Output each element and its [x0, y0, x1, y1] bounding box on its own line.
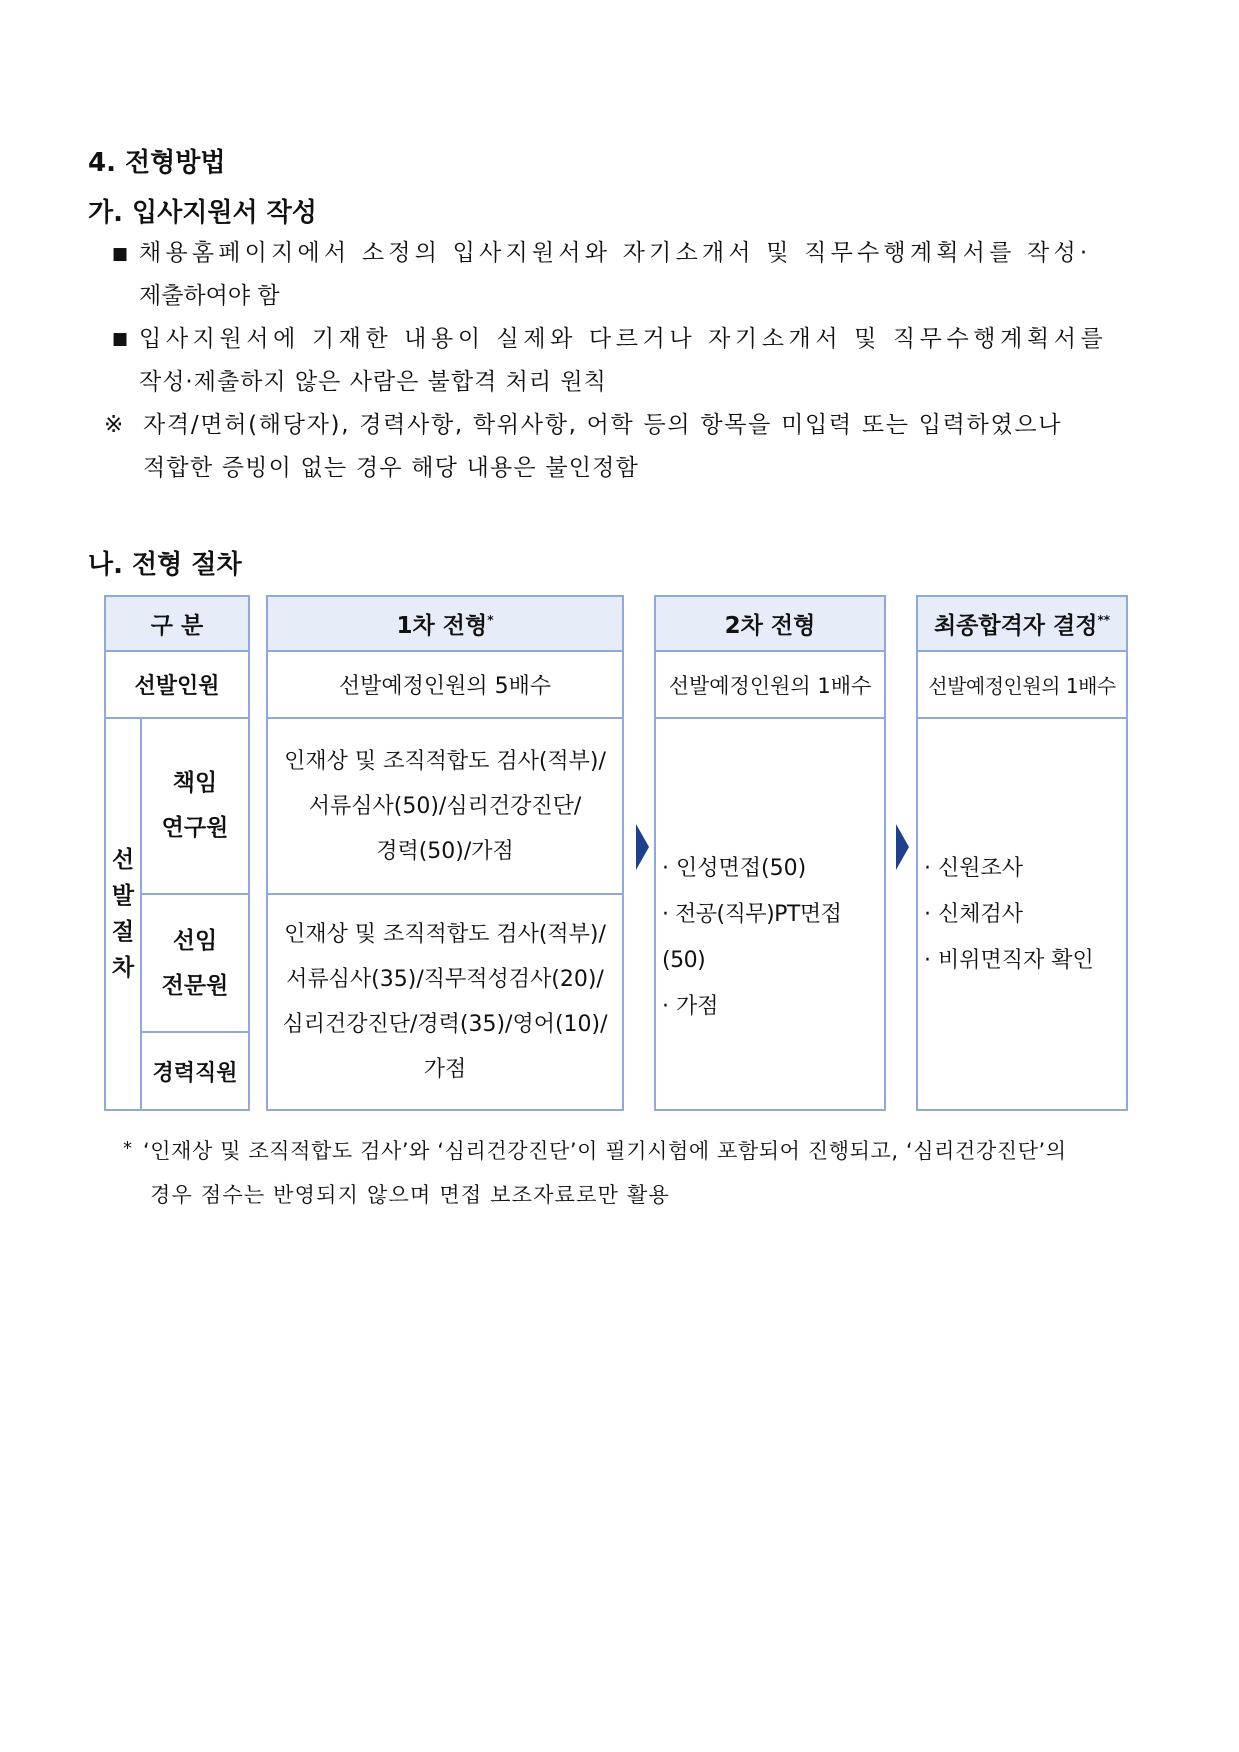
procedure-char: 차 — [111, 955, 135, 981]
stage2-items — [662, 846, 884, 1030]
role-text: 책임 — [172, 770, 218, 796]
part-a-title: 가. 입사지원서 작성 — [88, 198, 317, 228]
footnote-line1: ‘인재상 및 조직적합도 검사’와 ‘심리건강진단’이 필기시험에 포함되어 진행되고, ‘심리건강진단’의 — [143, 1139, 1067, 1163]
bullet1-line2: 제출하여야 함 — [139, 283, 280, 309]
stage1-column — [266, 595, 624, 1111]
stage2-item: · 가점 — [662, 994, 719, 1019]
final-item: · 비위면직자 확인 — [924, 948, 1094, 973]
role-senior-researcher — [142, 719, 248, 893]
role-text: 선임 — [172, 928, 218, 954]
note-line1: 자격/면허(해당자), 경력사항, 학위사항, 어학 등의 항목을 미입력 또는 입력하였으나 — [143, 412, 1063, 438]
bullet1-line1 — [139, 232, 1139, 275]
role-experienced-staff: 경력직원 — [152, 1060, 238, 1086]
stage1-header — [268, 597, 622, 652]
criteria-line: 서류심사(35)/직무적성검사(20)/ — [286, 967, 604, 992]
criteria-line: 가점 — [423, 1057, 467, 1082]
procedure-char: 선 — [111, 847, 135, 873]
final-item: · 신체검사 — [924, 902, 1023, 927]
procedure-char: 발 — [111, 883, 135, 909]
bullet-square-icon: ■ — [112, 329, 129, 349]
footnote-line2: 경우 점수는 반영되지 않으며 면접 보조자료로만 활용 — [150, 1183, 670, 1207]
stage2-column — [654, 595, 886, 1111]
footnote-mark: * — [123, 1138, 132, 1159]
stage2-selection: 선발예정인원의 1배수 — [668, 673, 872, 698]
criteria-line: 인재상 및 조직적합도 검사(적부)/ — [284, 748, 606, 774]
stage2-item: · 인성면접(50) — [662, 856, 807, 881]
stage1-other-criteria — [268, 895, 622, 1109]
criteria-line: 인재상 및 조직적합도 검사(적부)/ — [284, 922, 606, 947]
stage1-selection: 선발예정인원의 5배수 — [338, 674, 552, 699]
stage2-item: · 전공(직무)PT면접(50) — [662, 902, 842, 973]
final-column — [916, 595, 1128, 1111]
arrow-right-icon — [636, 824, 649, 870]
category-header: 구 분 — [106, 597, 248, 652]
stage1-senior-criteria — [268, 719, 622, 893]
note-mark-icon: ※ — [104, 412, 124, 438]
bullet2-line1: 입사지원서에 기재한 내용이 실제와 다르거나 자기소개서 및 직무수행계획서를 — [139, 326, 1108, 352]
category-column — [104, 595, 250, 1111]
stage1-title: 1차 전형 — [396, 613, 488, 639]
final-footnote-mark: ** — [1097, 612, 1111, 627]
role-senior-specialist — [142, 895, 248, 1033]
stage2-header: 2차 전형 — [656, 597, 884, 652]
bullet2-line2: 작성·제출하지 않은 사람은 불합격 처리 원칙 — [139, 369, 607, 395]
criteria-line: 서류심사(50)/심리건강진단/ — [308, 793, 582, 819]
criteria-line: 심리건강진단/경력(35)/영어(10)/ — [282, 1012, 608, 1037]
final-item: · 신원조사 — [924, 856, 1023, 881]
selection-label: 선발인원 — [134, 674, 220, 699]
arrow-right-icon — [896, 824, 909, 870]
role-text: 연구원 — [161, 815, 229, 841]
note-line2: 적합한 증빙이 없는 경우 해당 내용은 불인정함 — [143, 455, 640, 481]
final-selection: 선발예정인원의 1배수 — [928, 674, 1116, 698]
criteria-line: 경력(50)/가점 — [376, 838, 514, 864]
procedure-label — [106, 719, 142, 1109]
part-b-title: 나. 전형 절차 — [88, 550, 242, 580]
stage1-footnote-mark: * — [487, 612, 494, 627]
bullet-square-icon: ■ — [112, 244, 129, 264]
role-text: 전문원 — [161, 973, 229, 999]
procedure-char: 절 — [111, 919, 135, 945]
final-items — [924, 846, 1094, 984]
final-title: 최종합격자 결정 — [933, 613, 1098, 639]
bullet1-text: 채용홈페이지에서 소정의 입사지원서와 자기소개서 및 직무수행계획서를 작성· — [139, 240, 1092, 266]
section-title: 4. 전형방법 — [88, 148, 226, 178]
final-header — [918, 597, 1126, 652]
